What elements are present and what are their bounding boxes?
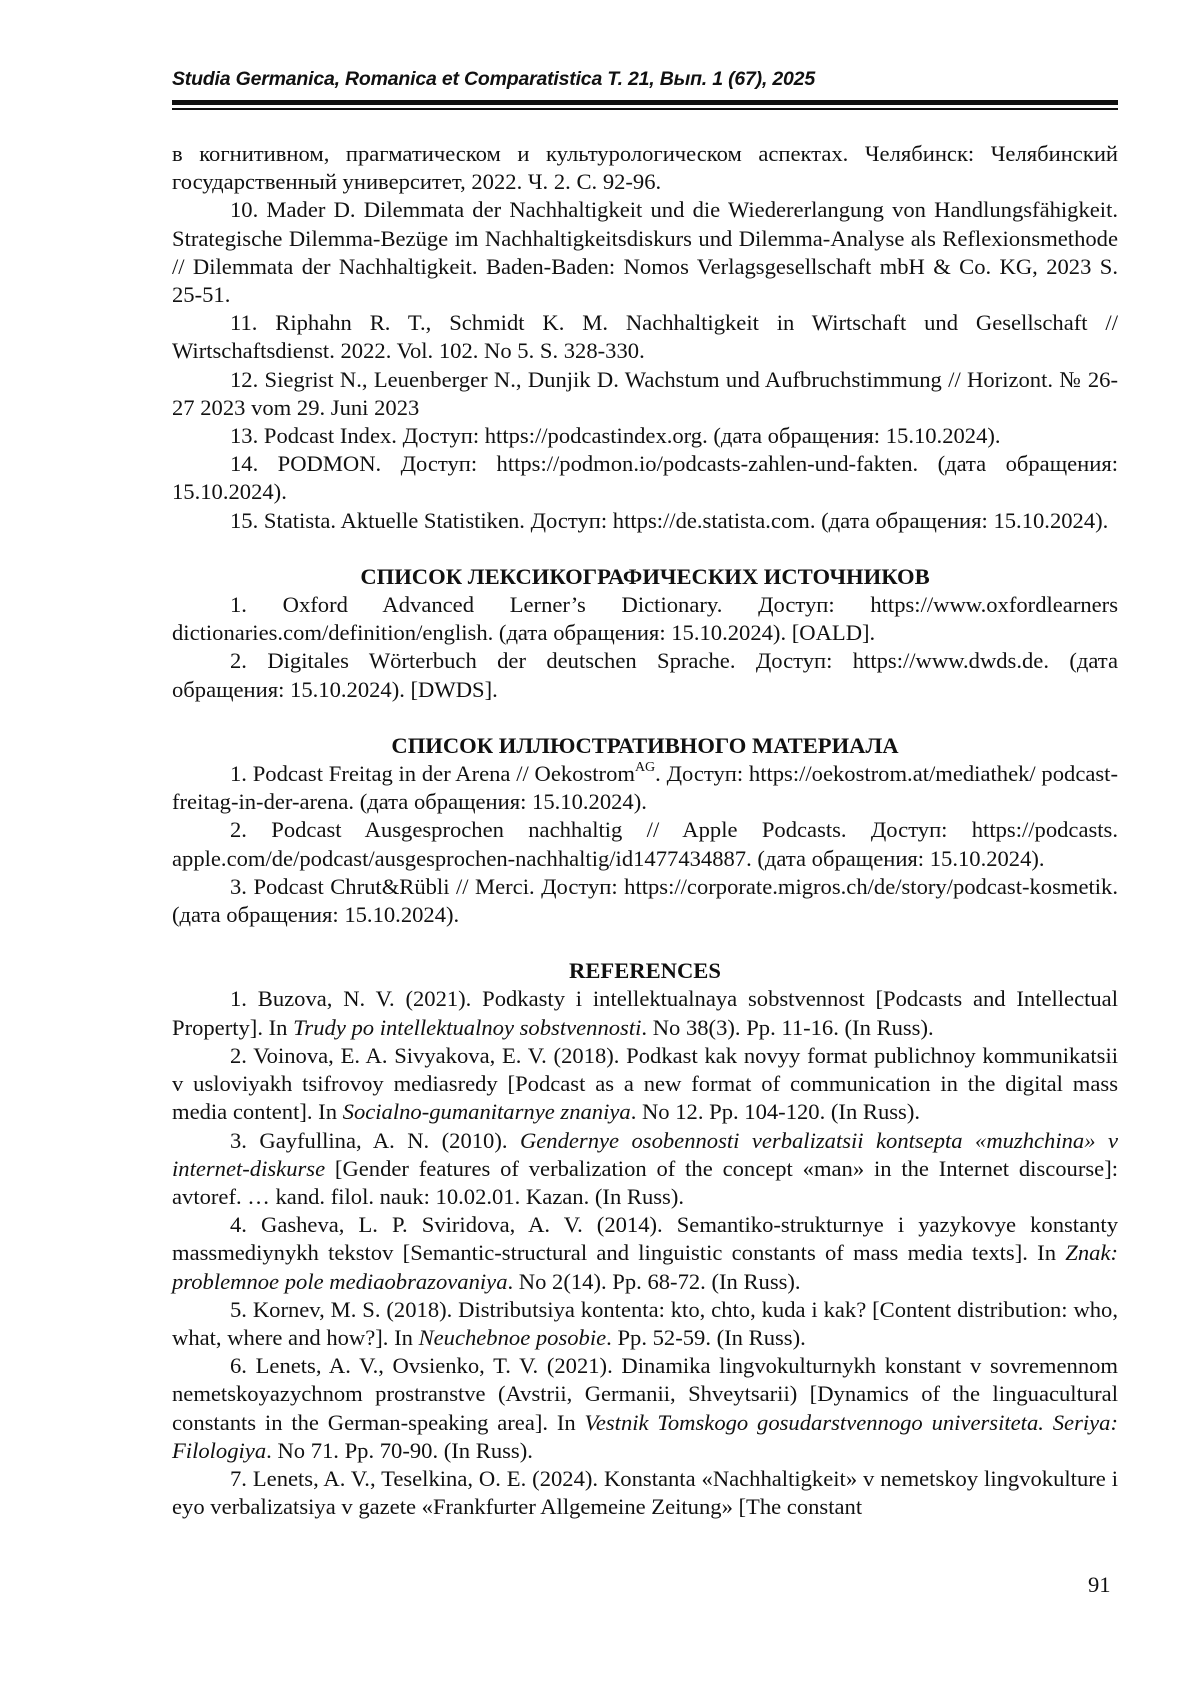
ref-text: . Pp. 52-59. (In Russ). [606,1324,806,1350]
section-gap [172,929,1118,957]
references-item [172,1127,1118,1212]
ref-text: [Gender features of verbalization of the concept «man» in the Internet discourse]: avtoref. … kand. filol. nauk: 10.02.01. Kazan. (In Russ). [172,1155,1118,1209]
references-item [172,1352,1118,1465]
ref-text: 2. Voinova, E. A. Sivyakova, E. V. (2018). Podkast kak novyy format publichnoy kommunikatsii v usloviyakh tsifrovoy mediasredy [Podcast as a new format of communication in the digital mass media content]. In [172,1042,1118,1125]
reference-item: 12. Siegrist N., Leuenberger N., Dunjik D. Wachstum und Aufbruchstimmung // Horizont. № 26-27 2023 vom 29. Juni 2023 [172,366,1118,420]
ref-source: Neuchebnoe posobie [418,1324,607,1350]
ref-text: 6. Lenets, A. V., Ovsienko, T. V. (2021). Dinamika lingvokulturnykh konstant v sovremennom nemetskoyazychnom prostranstve (Avstrii, Germanii, Shveytsarii) [Dynamics of the linguacultural constants in the German-speaking area]. In [172,1353,1118,1435]
references-item [172,1211,1118,1296]
illustrative-item: 2. Podcast Ausgesprochen nachhaltig // Apple Podcasts. Доступ: https://podcasts. apple.com/de/podcast/ausgesprochen-nachhaltig/id1477434887. (дата обращения: 15.10.2024). [172,817,1118,871]
lexicographic-sources-heading: СПИСОК ЛЕКСИКОГРАФИЧЕСКИХ ИСТОЧНИКОВ [360,563,930,589]
ref-text: . No 2(14). Pp. 68-72. (In Russ). [507,1268,801,1294]
reference-item: 15. Statista. Aktuelle Statistiken. Доступ: https://de.statista.com. (дата обращения: 15.10.2024). [230,507,1109,533]
ref-source: Trudy po intellektualnoy sobstvennosti [293,1014,642,1040]
ref-source: Socialno-gumanitarnye znaniya [342,1099,631,1125]
reference-item: 10. Mader D. Dilemmata der Nachhaltigkeit und die Wiedererlangung von Handlungsfähigkeit. Strategische Dilemma-Bezüge im Nachhaltigkeitsdiskurs und Dilemma-Analyse als Reflexionsmethode // Dilemmata der Nachhaltigkeit. Baden-Baden: Nomos Verlagsgesellschaft mbH & Co. KG, 2023 S. 25-51. [172,197,1118,308]
superscript: AG [634,759,656,775]
ref-text: . No 12. Pp. 104-120. (In Russ). [630,1099,921,1125]
ref-text: . No 38(3). Pp. 11-16. (In Russ). [641,1014,934,1040]
ref-text: 4. Gasheva, L. P. Sviridova, A. V. (2014). Semantiko-strukturnye i yazykovye konstanty massmediynykh tekstov [Semantic-structural and linguistic constants of mass media texts]. In [172,1212,1118,1266]
references-item [172,985,1118,1041]
page-body [172,140,1118,1521]
ref-text: 1. Buzova, N. V. (2021). Podkasty i intellektualnaya sobstvennost [Podcasts and Intellectual Property]. In [172,986,1118,1040]
header-rule-thick [172,100,1118,105]
illustrative-item [172,760,1118,816]
lexicographic-source-item: 1. Oxford Advanced Lerner’s Dictionary. Доступ: https://www.oxfordlearners dictionaries.com/definition/english. (дата обращения: 15.10.2024). [OALD]. [172,592,1118,646]
references-heading: REFERENCES [569,958,721,984]
ref-text: . No 71. Pp. 70-90. (In Russ). [266,1437,533,1463]
header-rule-thin [172,108,1118,110]
reference-item: 11. Riphahn R. T., Schmidt K. M. Nachhaltigkeit in Wirtschaft und Gesellschaft // Wirtschaftsdienst. 2022. Vol. 102. No 5. S. 328-330. [172,310,1118,364]
references-item [172,1465,1118,1521]
section-gap [172,704,1118,732]
reference-item: 13. Podcast Index. Доступ: https://podcastindex.org. (дата обращения: 15.10.2024). [230,423,1001,449]
references-item [172,1296,1118,1352]
illustrative-material-heading: СПИСОК ИЛЛЮСТРАТИВНОГО МАТЕРИАЛА [391,732,899,758]
illustrative-item: 3. Podcast Chrut&Rübli // Merci. Доступ: https://corporate.migros.ch/de/story/podcast-kosmetik. (дата обращения: 15.10.2024). [172,873,1118,928]
ref-text: 5. Kornev, M. S. (2018). Distributsiya kontenta: kto, chto, kuda i kak? [Content distribution: who, what, where and how?]. In [172,1296,1118,1350]
ref-source: Vestnik Tomskogo gosudarstvennogo universiteta. Seriya: Filologiya [172,1409,1118,1463]
illustrative-item-text: . Доступ: https://oekostrom.at/mediathek/ podcast-freitag-in-der-arena. (дата обращения: 15.10.2024). [172,761,1118,815]
reference-item: 14. PODMON. Доступ: https://podmon.io/podcasts-zahlen-und-fakten. (дата обращения: 15.10.2024). [172,451,1118,505]
page-number: 91 [1088,1572,1111,1597]
ref-source: Gendernye osobennosti verbalizatsii kontsepta «muzhchina» v internet-diskurse [172,1127,1118,1181]
ref-text: 3. Gayfullina, A. N. (2010). [230,1127,520,1153]
illustrative-item-text: 1. Podcast Freitag in der Arena // Oekostrom [230,761,635,787]
references-item [172,1042,1118,1127]
ref-source: Znak: problemnoe pole mediaobrazovaniya [172,1240,1118,1294]
reference-continuation: в когнитивном, прагматическом и культурологическом аспектах. Челябинск: Челябинский государственный университет, 2022. Ч. 2. С. 92-96. [172,141,1118,195]
lexicographic-source-item: 2. Digitales Wörterbuch der deutschen Sprache. Доступ: https://www.dwds.de. (дата обращения: 15.10.2024). [DWDS]. [172,648,1118,702]
ref-text: 7. Lenets, A. V., Teselkina, O. E. (2024). Konstanta «Nachhaltigkeit» v nemetskoy lingvokulture i eyo verbalizatsiya v gazete «Frankfurter Allgemeine Zeitung» [The constant [172,1465,1118,1520]
section-gap [172,535,1118,563]
running-header: Studia Germanica, Romanica et Comparatistica T. 21, Вып. 1 (67), 2025 [172,68,815,90]
